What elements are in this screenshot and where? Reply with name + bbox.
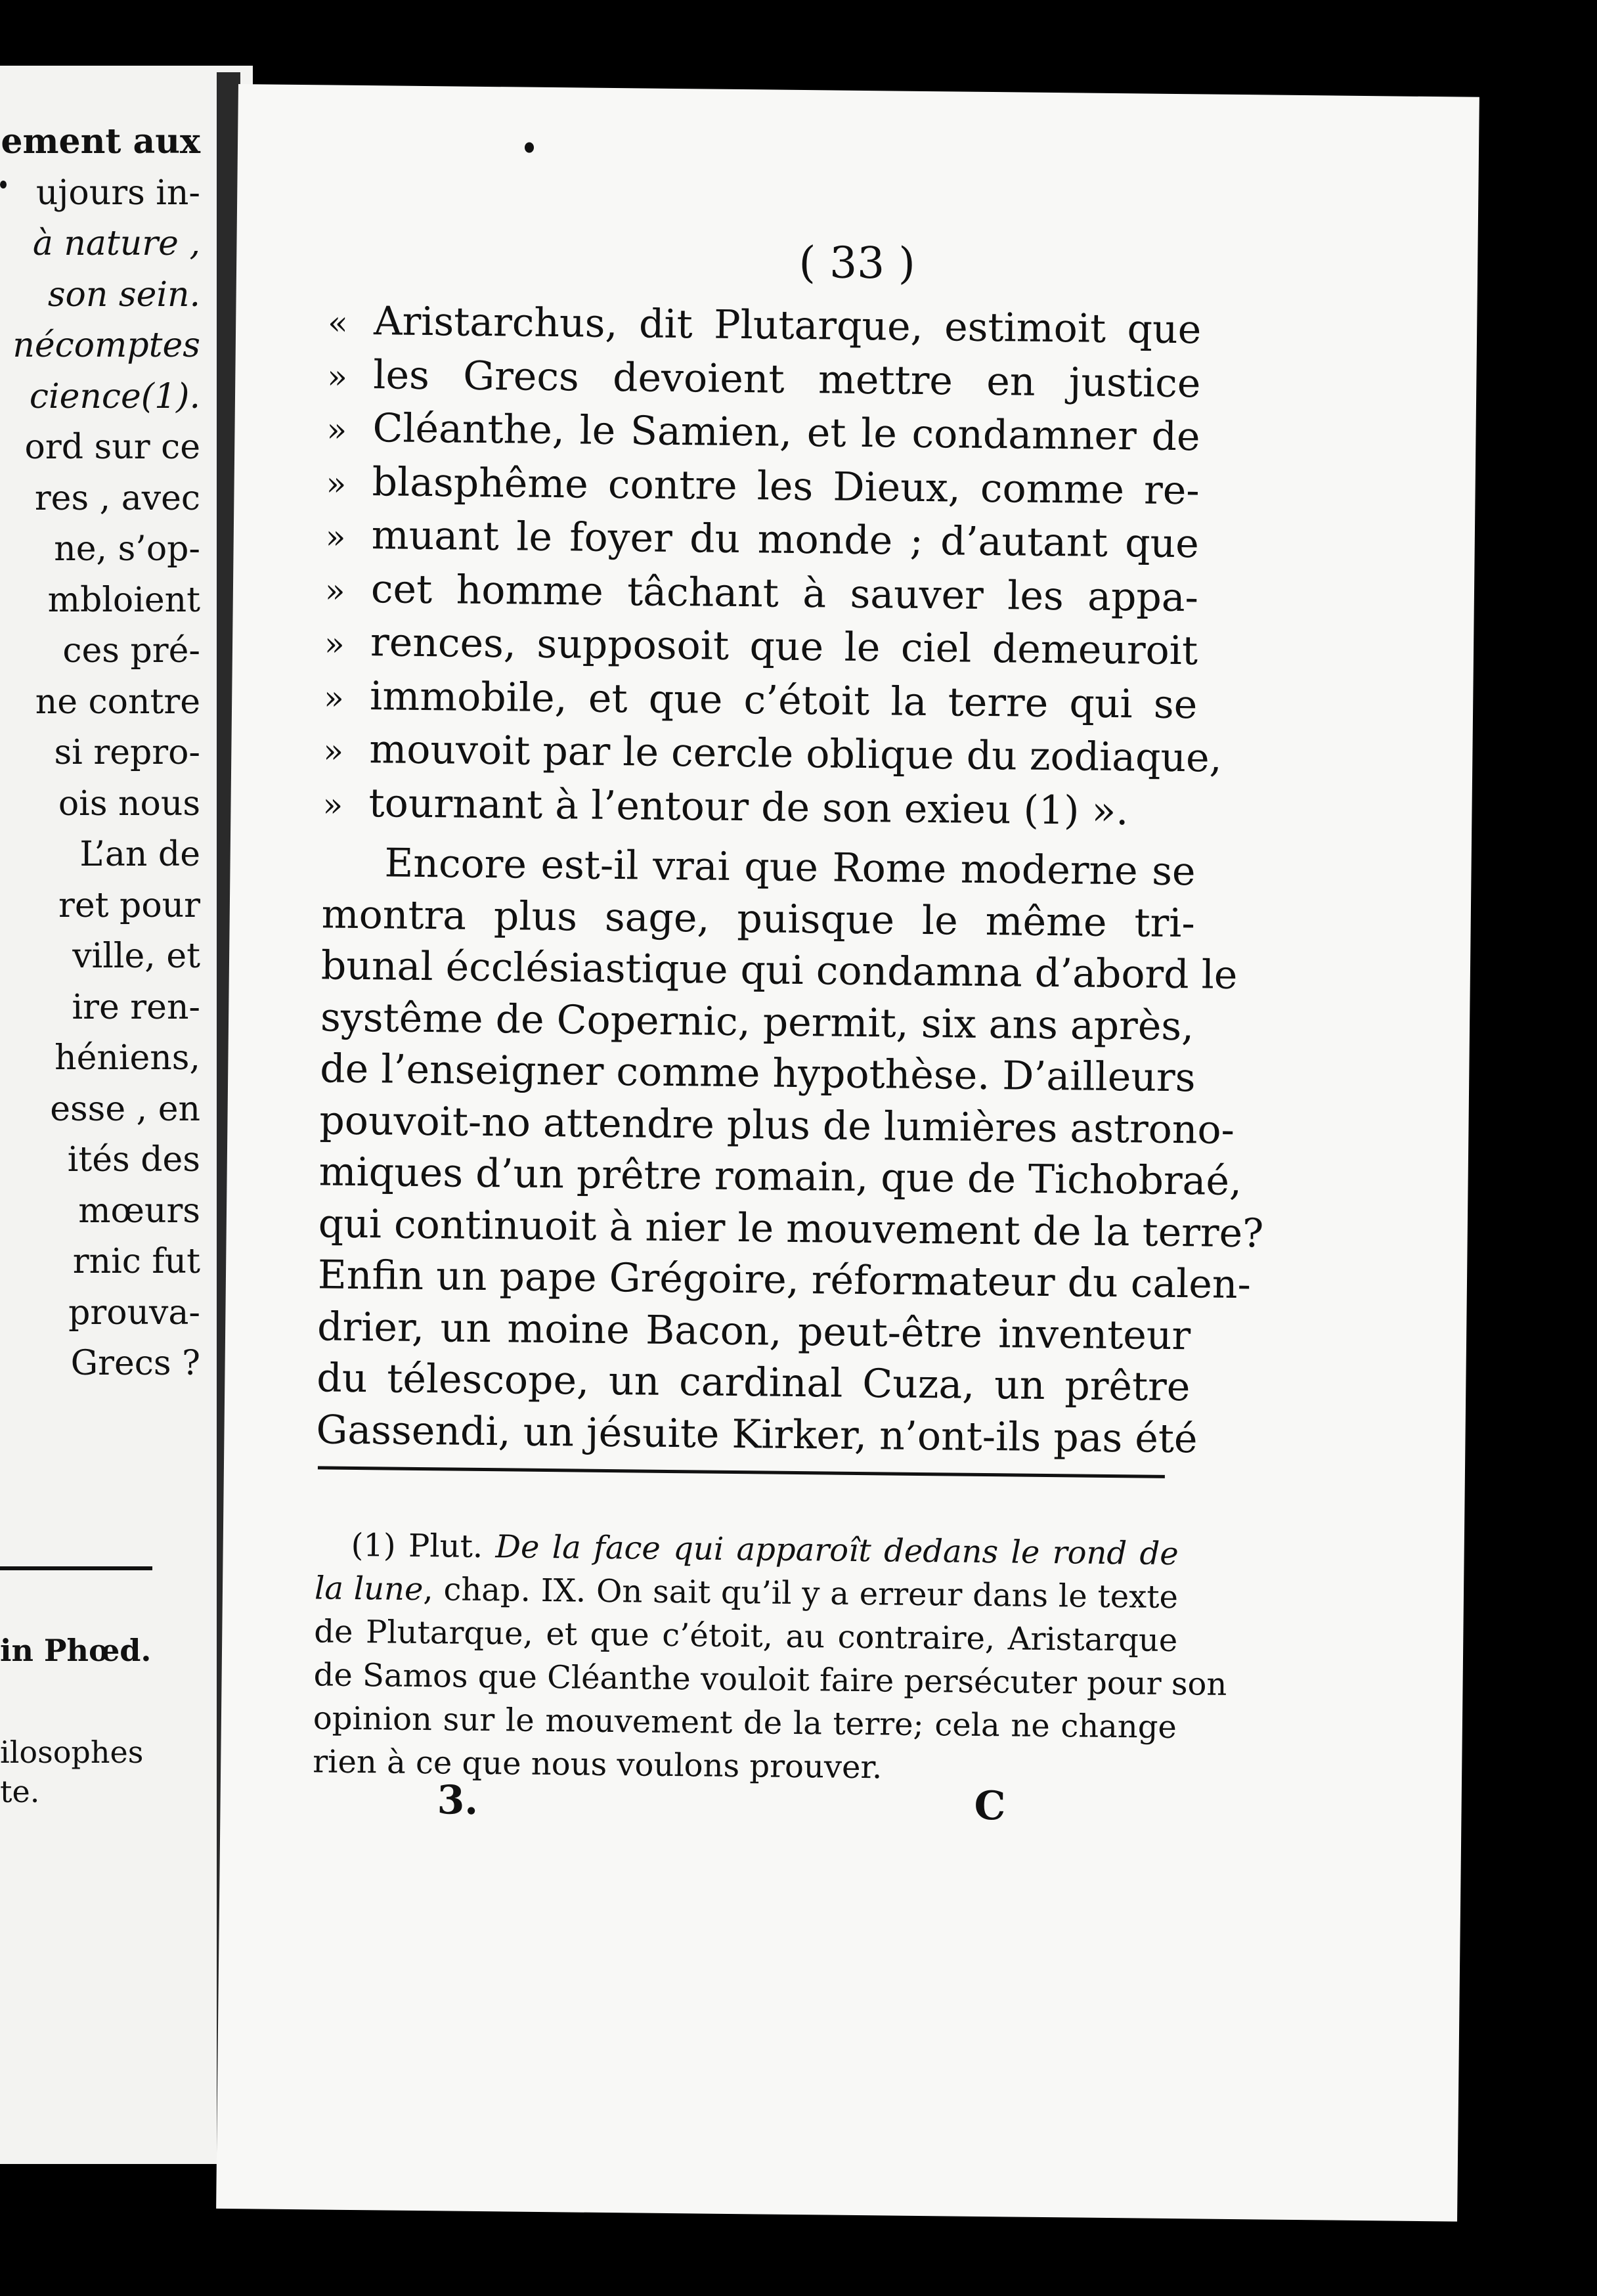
left-page-line: nécomptes [12,326,200,365]
left-footnote-rule [0,1566,152,1570]
left-page-line: L’an de [79,835,200,874]
quote-mark: » [323,732,344,770]
paragraph [316,837,1264,1465]
footnote-text: , chap. IX. On sait qu’il y a erreur dans le texte [423,1571,1179,1616]
quote-mark: » [326,410,347,449]
paragraph-line: Encore est-il vrai que Rome moderne se [384,840,1196,895]
quote-line [326,456,1200,518]
left-page-line: à nature , [32,224,200,263]
footnote-title-cont: la lune [314,1570,424,1608]
ink-dot [525,143,534,153]
left-footnote-line: te. [0,1774,40,1809]
ink-dot [0,181,7,188]
paragraph-line: miques d’un prêtre romain, que de Tichobraé, [318,1149,1242,1205]
main-page [216,84,1479,2222]
quote-line [328,295,1202,357]
body-text [316,295,1264,1465]
footnote-rule [318,1466,1165,1478]
quote-text: muant le foyer du monde ; d’autant que [371,512,1200,567]
left-page-line: prouva- [68,1292,200,1333]
left-page-line: mœurs [78,1191,200,1231]
quote-mark: » [322,785,343,824]
left-page-line: esse , en [50,1089,200,1129]
left-page-line: Grecs ? [70,1344,200,1383]
quote-line [324,670,1198,732]
quote-mark: » [324,571,345,610]
quotation-block [322,295,1223,839]
left-page-line: ités des [67,1140,200,1180]
quote-mark: » [325,518,346,556]
signature-letter: C [974,1782,1006,1830]
left-page-line: son sein. [47,275,200,315]
left-page-line: ville, et [72,937,200,976]
left-page-line: ujours in- [35,173,200,213]
left-page-line: si repro- [54,733,200,772]
quote-line [325,509,1199,571]
quote-line [325,563,1199,625]
left-page-line: ire ren- [72,987,200,1027]
quote-line [322,777,1196,839]
quote-text: blasphême contre les Dieux, comme re- [372,458,1200,514]
footnote-line: de Samos que Cléanthe vouloit faire persécuter pour son [313,1656,1227,1703]
quote-text: mouvoit par le cercle oblique du zodiaque, [369,726,1223,782]
paragraph-line: Gassendi, un jésuite Kirker, n’ont-ils pas été [316,1406,1198,1462]
paragraph-line: systême de Copernic, permit, six ans après, [320,994,1194,1049]
quote-text: tournant à l’entour de son exieu (1) ». [368,780,1129,834]
paragraph-line: pouvoit-no attendre plus de lumières astrono- [319,1097,1235,1153]
quote-mark: « [327,303,349,342]
quote-text: rences, supposoit que le ciel demeuroit [370,619,1198,674]
left-page-line: ois nous [58,784,200,824]
quote-text: Cléanthe, le Samien, et le condamner de [372,405,1200,460]
quote-mark: » [324,625,345,663]
quote-text: immobile, et que c’étoit la terre qui se [369,673,1198,728]
footnote-ref: (1) Plut. [351,1526,483,1566]
left-page-line: res , avec [34,478,200,518]
quote-mark: » [323,678,345,717]
quote-mark: » [326,464,347,503]
footnote [312,1523,1227,1792]
footnote-line: opinion sur le mouvement de la terre; cela ne change [313,1700,1177,1746]
paragraph-line: qui continuoit à nier le mouvement de la terre? [318,1200,1264,1256]
left-page-line: ord sur ce [24,428,200,467]
quote-line [323,723,1223,785]
left-page-line: cience(1). [29,376,200,416]
quote-text: Aristarchus, dit Plutarque, estimoit que [373,298,1202,353]
footnote-line: rien à ce que nous voulons prouver. [312,1743,883,1786]
left-page-line: rnic fut [72,1242,200,1281]
paragraph-line: du télescope, un cardinal Cuza, un prêtre [317,1355,1191,1411]
quote-text: cet homme tâchant à sauver les appa- [370,565,1199,621]
footnote-line: de Plutarque, et que c’étoit, au contraire, Aristarque [314,1613,1178,1660]
signature-number: 3. [437,1777,479,1824]
paragraph-line: Enfin un pape Grégoire, réformateur du calen- [317,1252,1252,1308]
footnote-title: De la face qui apparoît dedans le rond de [495,1528,1179,1573]
quote-text: les Grecs devoient mettre en justice [373,351,1201,407]
left-page-line: héniens, [55,1038,200,1078]
left-page-line: ne, s’op- [54,529,200,569]
quote-line [324,616,1198,678]
quote-line [326,402,1200,464]
left-facing-page [0,66,253,2164]
left-page-line: ret pour [58,885,200,925]
left-page-line: mbloient [47,580,200,620]
quote-mark: » [327,357,348,396]
left-page-line: ne contre [35,682,200,722]
page-number: ( 33 ) [798,236,916,289]
paragraph-line: montra plus sage, puisque le même tri- [321,891,1196,946]
left-footnote-line: ilosophes [0,1734,144,1770]
paragraph-line: drier, un moine Bacon, peut-être inventeur [317,1303,1191,1359]
paragraph-line: de l’enseigner comme hypothèse. D’ailleurs [319,1046,1196,1101]
paragraph-line: bunal écclésiastique qui condamna d’abord le [320,942,1238,999]
left-page-line: ces pré- [62,631,200,671]
quote-line [327,349,1201,411]
left-page-line: ement aux [1,121,200,162]
left-footnote-line: in Phœd. [0,1633,152,1668]
